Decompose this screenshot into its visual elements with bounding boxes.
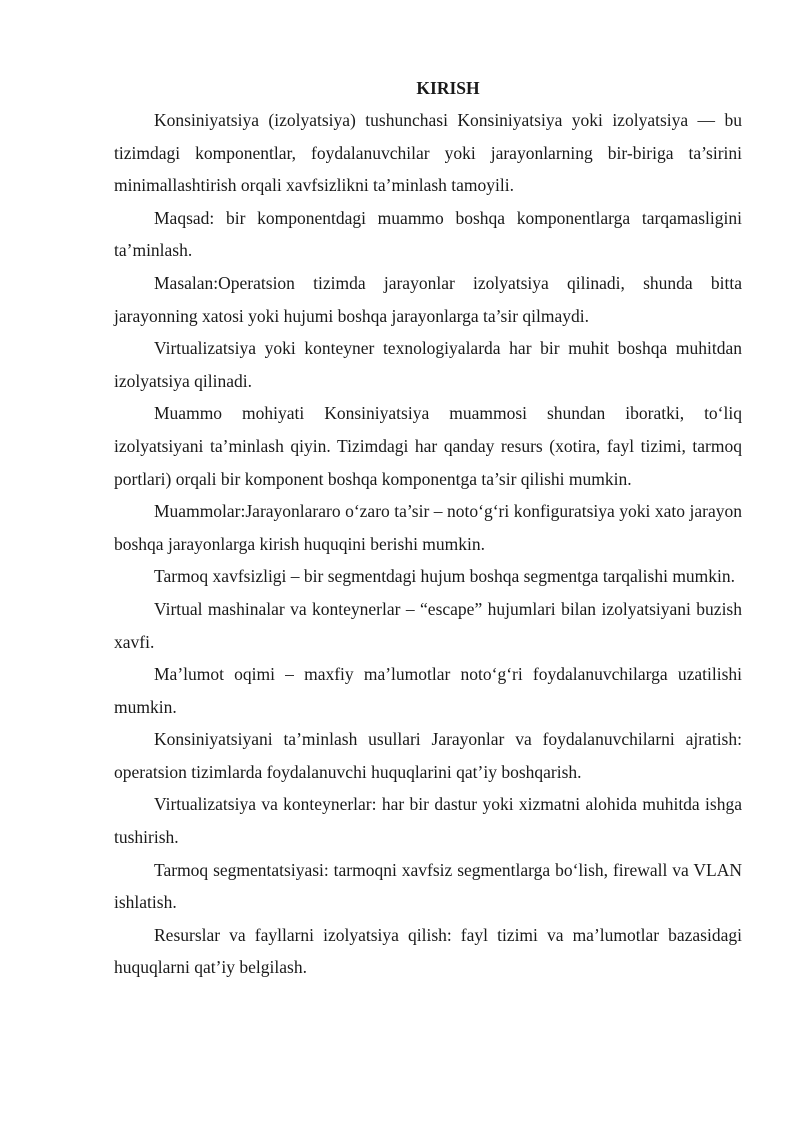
paragraph-data-flow: Ma’lumot oqimi – maxfiy ma’lumotlar noto‘g‘ri foydalanuvchilarga uzatilishi mumkin. [114, 664, 742, 717]
paragraph-methods-separation: Konsiniyatsiyani ta’minlash usullari Jarayonlar va foydalanuvchilarni ajratish: operatsion tizimlarda foydalanuvchi huquqlarini qat’iy boshqarish. [114, 729, 742, 782]
paragraph-vm-containers: Virtual mashinalar va konteynerlar – “escape” hujumlari bilan izolyatsiyani buzish xavfi. [114, 598, 742, 652]
document-page [114, 72, 742, 984]
paragraph-definition: Konsiniyatsiya (izolyatsiya) tushunchasi Konsiniyatsiya yoki izolyatsiya — bu tizimdagi komponentlar, foydalanuvchilar yoki jarayonlarning bir-biriga ta’sirini minimallashtirish orqali xavfsizlikni ta’minlash tamoyili. [114, 110, 742, 196]
paragraph-problems-interprocess: Muammolar:Jarayonlararo o‘zaro ta’sir – noto‘g‘ri konfiguratsiya yoki xato jarayon boshqa jarayonlarga kirish huquqini berishi mumkin. [114, 501, 742, 554]
paragraph-virtualization: Virtualizatsiya yoki konteyner texnologiyalarda har bir muhit boshqa muhitdan izolyatsiya qilinadi. [114, 338, 742, 391]
paragraph-methods-virtualization: Virtualizatsiya va konteynerlar: har bir dastur yoki xizmatni alohida muhitda ishga tushirish. [114, 794, 742, 848]
paragraph-problem-essence: Muammo mohiyati Konsiniyatsiya muammosi shundan iboratki, to‘liq izolyatsiyani ta’minlash qiyin. Tizimdagi har qanday resurs (xotira, fayl tizimi, tarmoq portlari) orqali bir komponent boshqa komponentga ta’sir qilishi mumkin. [114, 403, 742, 489]
paragraph-network-security: Tarmoq xavfsizligi – bir segmentdagi hujum boshqa segmentga tarqalishi mumkin. [154, 566, 736, 587]
paragraph-network-segmentation: Tarmoq segmentatsiyasi: tarmoqni xavfsiz segmentlarga bo‘lish, firewall va VLAN ishlatish. [114, 859, 742, 913]
paragraph-goal: Maqsad: bir komponentdagi muammo boshqa komponentlarga tarqamasligini ta’minlash. [114, 207, 742, 261]
paragraph-resource-isolation: Resurslar va fayllarni izolyatsiya qilish: fayl tizimi va ma’lumotlar bazasidagi huquqlarni qat’iy belgilash. [114, 924, 742, 978]
document-title: KIRISH [416, 78, 480, 98]
paragraph-example: Masalan:Operatsion tizimda jarayonlar izolyatsiya qilinadi, shunda bitta jarayonning xatosi yoki hujumi boshqa jarayonlarga ta’sir qilmaydi. [114, 272, 742, 326]
